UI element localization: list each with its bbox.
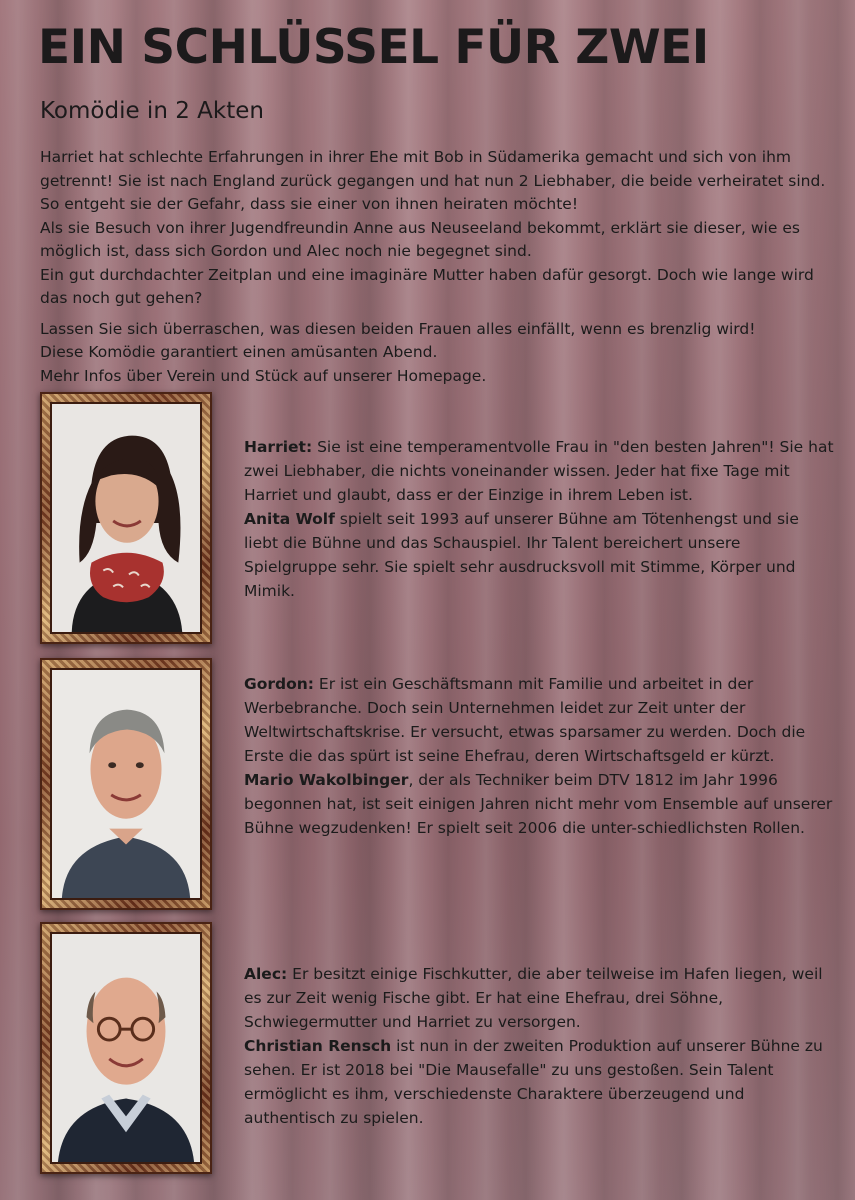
- role-text: Er besitzt einige Fischkutter, die aber teilweise im Hafen liegen, weil es zur Zeit wenig Fische gibt. Er hat eine Ehefrau, drei Söhne, Schwiegermutter und Harriet zu versorgen.: [244, 965, 823, 1031]
- role-name: Alec:: [244, 965, 288, 983]
- portrait-frame-harriet: [40, 392, 212, 644]
- intro-paragraph: Lassen Sie sich überraschen, was diesen beiden Frauen alles einfällt, wenn es brenzlig wird!: [40, 319, 756, 338]
- cast-bio-harriet: [244, 435, 834, 603]
- cast-bio-gordon: [244, 672, 834, 840]
- intro-paragraph: Mehr Infos über Verein und Stück auf unserer Homepage.: [40, 366, 487, 385]
- intro-paragraph: Als sie Besuch von ihrer Jugendfreundin Anne aus Neuseeland bekommt, erklärt sie dieser, wie es möglich ist, dass sich Gordon und Alec noch nie begegnet sind.: [40, 218, 800, 260]
- actor-name: Christian Rensch: [244, 1037, 392, 1055]
- role-description: [244, 672, 834, 768]
- role-text: Sie ist eine temperamentvolle Frau in "den besten Jahren"! Sie hat zwei Liebhaber, die nichts voneinander wissen. Jeder hat fixe Tage mit Harriet und glaubt, dass er der Einzige in ihrem Leben ist.: [244, 438, 834, 504]
- portrait-photo-mario-wakolbinger: [50, 668, 202, 900]
- portrait-frame-gordon: [40, 658, 212, 910]
- cast-bio-alec: [244, 962, 834, 1130]
- intro-paragraph: Diese Komödie garantiert einen amüsanten Abend.: [40, 343, 438, 361]
- woman-portrait-icon: [52, 404, 200, 632]
- actor-description: [244, 1034, 834, 1130]
- role-text: Er ist ein Geschäftsmann mit Familie und arbeitet in der Werbebranche. Doch sein Unternehmen leidet zur Zeit unter der Weltwirtschaftskrise. Er versucht, etwas sparsamer zu werden. Doch die Erste die das spürt ist seine Ehefrau, deren Wirtschaftsgeld er kürzt.: [244, 675, 806, 765]
- intro-paragraph: Harriet hat schlechte Erfahrungen in ihrer Ehe mit Bob in Südamerika gemacht und sich von ihm getrennt! Sie ist nach England zurück gegangen und hat nun 2 Liebhaber, die beide verheiratet sind. So entgeht sie der Gefahr, dass sie einer von ihnen heiraten möchte!: [40, 148, 826, 213]
- role-description: [244, 962, 834, 1034]
- man-portrait-icon: [52, 670, 200, 898]
- page-title: EIN SCHLÜSSEL FÜR ZWEI: [38, 20, 709, 75]
- role-description: [244, 435, 834, 507]
- actor-description: [244, 507, 834, 603]
- intro-paragraph: Ein gut durchdachter Zeitplan und eine imaginäre Mutter haben dafür gesorgt. Doch wie lange wird das noch gut gehen?: [40, 265, 814, 307]
- page-subtitle: Komödie in 2 Akten: [40, 98, 264, 124]
- role-name: Gordon:: [244, 675, 314, 693]
- man-with-glasses-portrait-icon: [52, 934, 200, 1162]
- intro-text: [40, 146, 830, 388]
- portrait-photo-anita-wolf: [50, 402, 202, 634]
- actor-text: ist nun in der zweiten Produktion auf unserer Bühne zu sehen. Er ist 2018 bei "Die Mausefalle" zu uns gestoßen. Sein Talent ermöglicht es ihm, verschiedenste Charaktere überzeugend und authentisch zu spielen.: [244, 1037, 823, 1127]
- actor-text: , der als Techniker beim DTV 1812 im Jahr 1996 begonnen hat, ist seit einigen Jahren nicht mehr vom Ensemble auf unserer Bühne wegzudenken! Er spielt seit 2006 die unter-schiedlichsten Rollen.: [244, 771, 833, 837]
- portrait-photo-christian-rensch: [50, 932, 202, 1164]
- role-name: Harriet:: [244, 438, 313, 456]
- actor-name: Mario Wakolbinger: [244, 771, 409, 789]
- actor-name: Anita Wolf: [244, 510, 335, 528]
- actor-text: spielt seit 1993 auf unserer Bühne am Tötenhengst und sie liebt die Bühne und das Schauspiel. Ihr Talent bereichert unsere Spielgruppe sehr. Sie spielt sehr ausdrucksvoll mit Stimme, Körper und Mimik.: [244, 510, 799, 600]
- actor-description: [244, 768, 834, 840]
- portrait-frame-alec: [40, 922, 212, 1174]
